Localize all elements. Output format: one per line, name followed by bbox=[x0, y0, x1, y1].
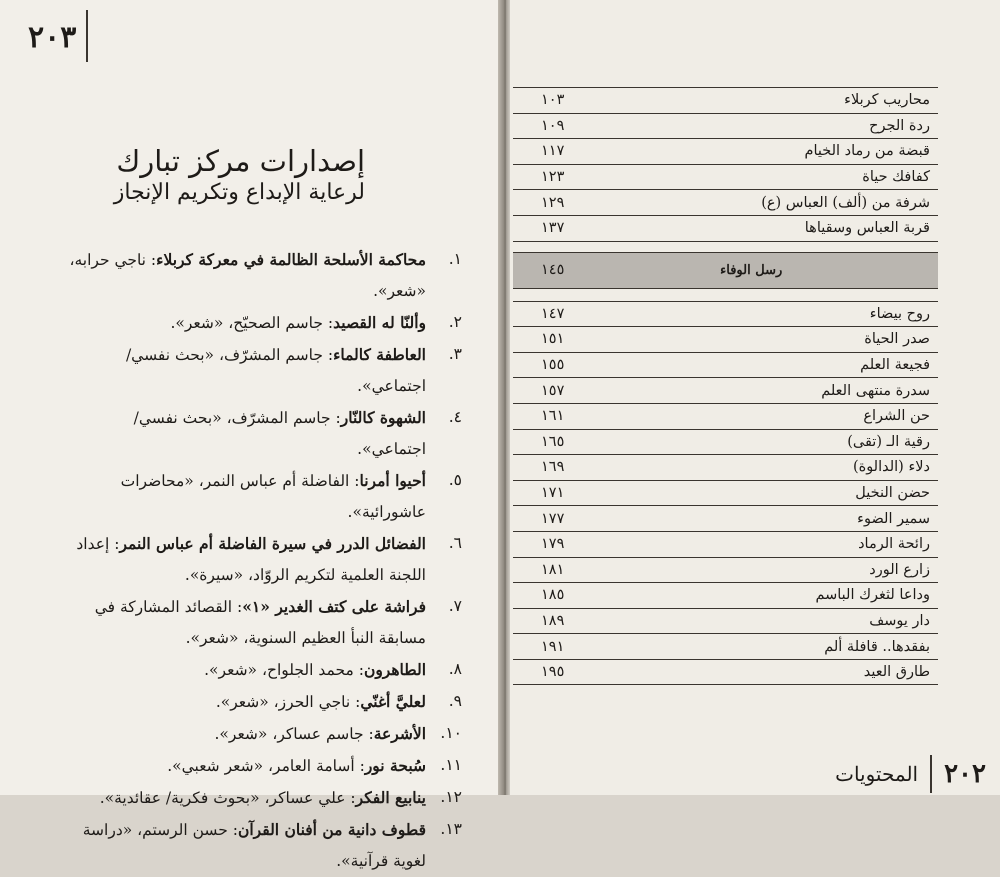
toc-section-page: ١٤٥ bbox=[541, 262, 565, 279]
publication-number: ٥. bbox=[448, 471, 462, 489]
publication-details: : علي عساكر، «بحوث فكرية/ عقائدية». bbox=[99, 789, 356, 807]
publication-title: الأشرعة bbox=[373, 724, 426, 743]
toc-page: ١٥٥ bbox=[541, 357, 565, 374]
publication-title: ينابيع الفكر bbox=[355, 788, 426, 807]
publication-details: : محمد الجلواح، «شعر». bbox=[204, 661, 364, 679]
toc-title: حضن النخيل bbox=[855, 485, 930, 502]
toc-row bbox=[513, 455, 938, 481]
toc-title: ردة الجرح bbox=[869, 117, 930, 134]
toc-page: ١٦٩ bbox=[541, 459, 565, 476]
publication-item bbox=[68, 654, 462, 686]
toc-title: دار يوسف bbox=[869, 612, 930, 629]
table-of-contents bbox=[513, 87, 938, 685]
publication-title: سُبحة نور bbox=[364, 756, 426, 775]
heading-subtitle: لرعاية الإبداع وتكريم الإنجاز bbox=[113, 180, 365, 205]
publication-details: : جاسم الصحيّح، «شعر». bbox=[170, 314, 334, 332]
toc-title: محاريب كربلاء bbox=[844, 92, 930, 109]
toc-title: طارق العيد bbox=[863, 664, 930, 681]
toc-row bbox=[513, 404, 938, 430]
publication-title: وألنّا له القصيد bbox=[333, 313, 426, 332]
publication-item bbox=[68, 718, 462, 750]
page-number-right: ٢٠٢ bbox=[944, 759, 986, 789]
toc-page: ١٤٧ bbox=[541, 305, 565, 322]
page-number-left: ٢٠٣ bbox=[28, 20, 77, 55]
toc-page: ١٧٧ bbox=[541, 510, 565, 527]
publication-details: : ناجي حرابه، «شعر». bbox=[69, 251, 426, 300]
toc-spacer bbox=[513, 289, 938, 302]
toc-page: ١٥٧ bbox=[541, 382, 565, 399]
publication-details: : جاسم المشرّف، «بحث نفسي/ اجتماعي». bbox=[125, 346, 426, 395]
publication-item bbox=[68, 782, 462, 814]
publication-item bbox=[68, 528, 462, 591]
page-number-divider bbox=[86, 10, 88, 62]
toc-page: ١١٧ bbox=[541, 143, 565, 160]
publication-title: الطاهرون bbox=[363, 660, 426, 679]
toc-section-title: رسل الوفاء bbox=[720, 262, 783, 278]
right-page bbox=[510, 0, 1000, 795]
toc-row bbox=[513, 165, 938, 191]
toc-title: روح بيضاء bbox=[869, 305, 930, 322]
toc-title: كفافك حياة bbox=[862, 169, 930, 186]
toc-title: شرفة من (ألف) العباس (ع) bbox=[761, 194, 930, 211]
toc-row bbox=[513, 114, 938, 140]
toc-title: سمير الضوء bbox=[857, 510, 930, 527]
publication-item bbox=[68, 339, 462, 402]
toc-page: ١٩٥ bbox=[541, 664, 565, 681]
toc-row bbox=[513, 558, 938, 584]
publication-item bbox=[68, 307, 462, 339]
toc-row bbox=[513, 378, 938, 404]
toc-row bbox=[513, 302, 938, 328]
publication-details: : القصائد المشاركة في مسابقة النبأ العظيم السنوية، «شعر». bbox=[94, 598, 426, 647]
publication-item bbox=[68, 591, 462, 654]
toc-row bbox=[513, 506, 938, 532]
toc-page: ١٢٩ bbox=[541, 194, 565, 211]
publication-item bbox=[68, 402, 462, 465]
publication-number: ٢. bbox=[448, 313, 462, 331]
toc-page: ١٧٩ bbox=[541, 536, 565, 553]
toc-row bbox=[513, 481, 938, 507]
toc-row bbox=[513, 609, 938, 635]
publication-details: : جاسم المشرّف، «بحث نفسي/ اجتماعي». bbox=[133, 409, 426, 458]
publication-item bbox=[68, 750, 462, 782]
toc-title: بفقدها.. قافلة ألم bbox=[824, 638, 930, 655]
toc-page: ١٠٣ bbox=[541, 92, 565, 109]
toc-page: ١٦١ bbox=[541, 408, 565, 425]
toc-row bbox=[513, 634, 938, 660]
publication-item bbox=[68, 686, 462, 718]
toc-page: ١٣٧ bbox=[541, 220, 565, 237]
publication-number: ٤. bbox=[448, 408, 462, 426]
publication-number: ١. bbox=[448, 250, 462, 268]
publication-item bbox=[68, 814, 462, 877]
toc-title: سدرة منتهى العلم bbox=[821, 382, 930, 399]
toc-title: رائحة الرماد bbox=[858, 536, 930, 553]
publication-title: العاطفة كالماء bbox=[333, 345, 426, 364]
toc-title: رقية الـ (تقى) bbox=[847, 433, 930, 450]
toc-row bbox=[513, 216, 938, 242]
publication-number: ٨. bbox=[448, 660, 462, 678]
toc-title: صدر الحياة bbox=[864, 331, 930, 348]
footer-label: المحتويات bbox=[835, 762, 919, 786]
publication-title: أحيوا أمرنا bbox=[359, 471, 426, 490]
page-footer bbox=[835, 755, 986, 793]
toc-page: ١٨٥ bbox=[541, 587, 565, 604]
publication-number: ٦. bbox=[448, 534, 462, 552]
publication-title: فراشة على كتف الغدير «١» bbox=[242, 597, 426, 616]
toc-page: ١٢٣ bbox=[541, 169, 565, 186]
toc-page: ١٥١ bbox=[541, 331, 565, 348]
toc-row bbox=[513, 327, 938, 353]
publication-title: الفضائل الدرر في سيرة الفاضلة أم عباس النمر bbox=[119, 534, 426, 553]
toc-page: ١٠٩ bbox=[541, 117, 565, 134]
page-number-divider bbox=[930, 755, 932, 793]
heading-title: إصدارات مركز تبارك bbox=[116, 144, 365, 178]
publication-item bbox=[68, 465, 462, 528]
toc-page: ١٧١ bbox=[541, 485, 565, 502]
toc-row bbox=[513, 87, 938, 114]
toc-title: فجيعة العلم bbox=[860, 357, 930, 374]
left-page bbox=[0, 0, 500, 870]
toc-row bbox=[513, 660, 938, 686]
toc-page: ١٦٥ bbox=[541, 433, 565, 450]
publication-title: الشهوة كالنّار bbox=[340, 408, 426, 427]
toc-page: ١٨٩ bbox=[541, 612, 565, 629]
publication-details: : ناجي الحرز، «شعر». bbox=[215, 693, 361, 711]
publication-item bbox=[68, 244, 462, 307]
publication-number: ١٢. bbox=[440, 788, 462, 806]
toc-row bbox=[513, 139, 938, 165]
publication-title: محاكمة الأسلحة الظالمة في معركة كربلاء bbox=[156, 250, 426, 269]
toc-row bbox=[513, 583, 938, 609]
publication-details: : أسامة العامر، «شعر شعبي». bbox=[167, 757, 365, 775]
toc-row bbox=[513, 532, 938, 558]
toc-title: زارع الورد bbox=[869, 561, 930, 578]
toc-title: قبضة من رماد الخيام bbox=[804, 143, 930, 160]
toc-section-header bbox=[513, 253, 938, 289]
toc-title: وداعا لثغرك الباسم bbox=[815, 587, 930, 604]
publication-number: ١٣. bbox=[440, 820, 462, 838]
publication-number: ٧. bbox=[448, 597, 462, 615]
publication-details: : حسن الرستم، «دراسة لغوية قرآنية». bbox=[82, 821, 426, 870]
toc-title: دلاء (الدالوة) bbox=[852, 459, 930, 476]
publication-details: : جاسم عساكر، «شعر». bbox=[214, 725, 374, 743]
toc-spacer bbox=[513, 242, 938, 253]
publications-list bbox=[68, 244, 462, 877]
publication-details: : إعداد اللجنة العلمية لتكريم الروّاد، «سيرة». bbox=[76, 535, 426, 584]
toc-page: ١٨١ bbox=[541, 561, 565, 578]
publication-number: ١٠. bbox=[440, 724, 462, 742]
publication-number: ١١. bbox=[440, 756, 462, 774]
toc-title: حن الشراع bbox=[863, 408, 930, 425]
publication-title: قطوف دانية من أفنان القرآن bbox=[237, 820, 426, 839]
toc-row bbox=[513, 430, 938, 456]
toc-row bbox=[513, 190, 938, 216]
toc-row bbox=[513, 353, 938, 379]
toc-title: قربة العباس وسقياها bbox=[804, 220, 930, 237]
publication-number: ٩. bbox=[448, 692, 462, 710]
publications-heading bbox=[114, 143, 365, 207]
publication-number: ٣. bbox=[448, 345, 462, 363]
publication-title: لعليَّ أغنّي bbox=[360, 692, 426, 711]
toc-page: ١٩١ bbox=[541, 638, 565, 655]
publication-details: : الفاضلة أم عباس النمر، «محاضرات عاشورائية». bbox=[120, 472, 426, 521]
